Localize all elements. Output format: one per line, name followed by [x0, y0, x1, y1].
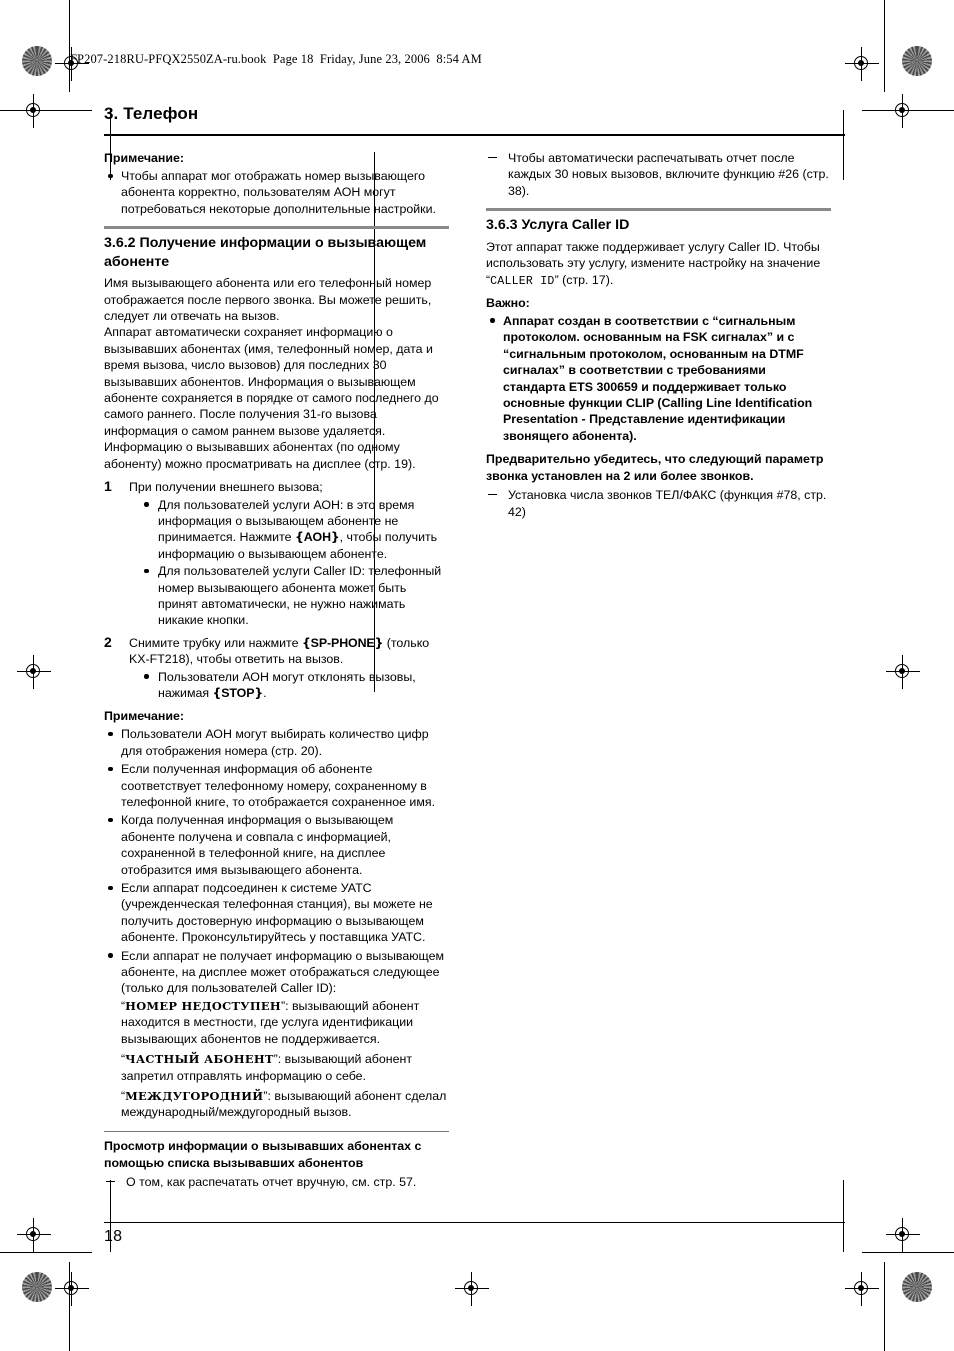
bullet-icon	[108, 818, 113, 823]
list-item	[104, 761, 449, 810]
list-item-text: Установка числа звонков ТЕЛ/ФАКС (функция #78, стр. 42)	[508, 488, 827, 519]
step-text-pre: Снимите трубку или нажмите	[129, 635, 302, 650]
bullet-icon	[490, 318, 495, 323]
intro-text-pre: Этот аппарат также поддерживает услугу Caller ID. Чтобы использовать эту услугу, измените настройку на значение	[486, 239, 821, 271]
list-item	[104, 812, 449, 878]
bullet-icon	[144, 569, 149, 574]
display-message-entry	[121, 1088, 449, 1121]
list-item-text: Для пользователей услуги Caller ID: телефонный номер вызывающего абонента может быть принят автоматически, не нужно нажимать никакие кнопки.	[158, 564, 442, 628]
quote-open: “	[121, 1088, 126, 1103]
display-description: : вызывающий абонент запретил отправлять информацию о себе.	[121, 1052, 412, 1083]
paragraph: Имя вызывающего абонента или его телефонный номер отображается после первого звонка. Вы можете решить, следует ли отвечать на вызов.	[104, 276, 432, 324]
note-label: Примечание:	[104, 709, 185, 724]
important-bullet-list	[486, 313, 831, 444]
list-item	[486, 313, 831, 444]
list-item	[141, 497, 449, 563]
left-column	[104, 150, 449, 1192]
step-text-post: (только KX-FT218), чтобы ответить на вызов.	[129, 635, 430, 667]
chapter-title-rule	[104, 134, 845, 136]
quote-open: “	[121, 998, 126, 1013]
quote-close: ”	[263, 1088, 268, 1103]
list-item-text-post: , чтобы получить информацию о вызывающем абоненте.	[158, 530, 438, 561]
book-file-header: FP207-218RU-PFQX2550ZA-ru.book Page 18 Friday, June 23, 2006 8:54 AM	[70, 52, 482, 66]
display-description: : вызывающий абонент сделал международный/междугородный вызов.	[121, 1088, 447, 1120]
display-description: : вызывающий абонент находится в местности, где услуга идентификации вызывающих абонентов не поддерживается.	[121, 998, 420, 1046]
lcd-display-text: НОМЕР НЕДОСТУПЕН	[125, 998, 281, 1013]
bullet-icon	[108, 953, 113, 958]
section-heading-363: 3.6.3 Услуга Caller ID	[486, 217, 630, 234]
precondition-dash-list	[486, 487, 831, 520]
procedure-steps	[104, 479, 449, 701]
paragraph: Аппарат автоматически сохраняет информацию о вызывавших абонентах (имя, телефонный номер, дата и время вызова, число вызовов) для последних 30 вызывавших абонентов. Информация о вызывающем абоненте сохраняется в порядке от самого последнего до самого раннего. После получения 31-го вызова информация о самом раннем вызове удаляется.	[104, 325, 439, 438]
lcd-display-text: CALLER ID	[490, 274, 555, 288]
paragraph	[486, 239, 831, 290]
quote-close: ”	[273, 1052, 278, 1067]
list-item-text-pre: Пользователи АОН могут отклонять вызовы, нажимая	[158, 669, 416, 700]
display-intro-text: Если аппарат не получает информацию о вызывающем абоненте, на дисплее может отображаться следующее (только для пользователей Caller ID):	[121, 948, 445, 996]
paragraph: Информацию о вызывавших абонентах (по одному абоненту) можно просматривать на дисплее (стр. 19).	[104, 440, 416, 471]
list-item-text: Чтобы автоматически распечатывать отчет после каждых 30 новых вызовов, включите функцию #26 (стр. 38).	[508, 151, 829, 198]
key-cap-aoh: {AOH}	[294, 529, 340, 545]
subsection-heading: Просмотр информации о вызывавших абонентах с помощью списка вызывавших абонентов	[104, 1138, 422, 1170]
bullet-icon	[108, 732, 113, 737]
dash-icon	[488, 494, 497, 495]
step-item	[104, 479, 449, 629]
precondition-text: Предварительно убедитесь, что следующий параметр звонка установлен на 2 или более звонков.	[486, 452, 824, 484]
footer-rule	[104, 1222, 845, 1223]
bullet-icon	[108, 174, 113, 179]
list-item	[104, 726, 449, 759]
bullet-icon	[144, 674, 149, 679]
display-message-entry	[121, 1051, 449, 1084]
list-item	[104, 1174, 449, 1190]
key-cap-stop: {STOP}	[212, 684, 264, 700]
list-item	[104, 168, 449, 217]
bullet-icon	[144, 502, 149, 507]
note-bullet-list-top	[104, 168, 449, 217]
step-sub-list	[141, 497, 449, 629]
list-item	[104, 880, 449, 946]
subsection-dash-list	[104, 1174, 449, 1190]
key-cap-sp-phone: {SP-PHONE}	[301, 634, 384, 650]
lcd-display-text: МЕЖДУГОРОДНИЙ	[125, 1088, 264, 1103]
section-heading-362: 3.6.2 Получение информации о вызывающем абоненте	[104, 235, 427, 270]
section-rule	[486, 208, 831, 211]
list-item	[486, 487, 831, 520]
dash-icon	[106, 1181, 115, 1182]
list-item	[141, 669, 449, 702]
step-text: При получении внешнего вызова;	[129, 480, 323, 495]
section-rule	[104, 226, 449, 229]
step-sub-list	[141, 669, 449, 702]
list-item	[141, 563, 449, 629]
step-number: 1	[104, 478, 112, 495]
note-label: Примечание:	[104, 151, 185, 165]
right-column	[486, 150, 831, 522]
quote-close: ”	[554, 272, 559, 287]
list-item-text-post: .	[263, 685, 267, 700]
list-item-text: Когда полученная информация о вызывающем абоненте получена и совпала с информацией, сохраненной в телефонной книге, на дисплее отобразится имя вызывающего абонента.	[121, 813, 394, 877]
bullet-icon	[108, 886, 113, 891]
list-item	[486, 150, 831, 199]
note-bullet-list-bottom	[104, 726, 449, 1120]
subsection-rule	[104, 1131, 449, 1132]
lcd-display-text: ЧАСТНЫЙ АБОНЕНТ	[125, 1052, 274, 1067]
bullet-icon	[108, 767, 113, 772]
top-dash-list	[486, 150, 831, 199]
intro-text-post: (стр. 17).	[558, 272, 614, 287]
important-label: Важно:	[486, 295, 530, 310]
quote-open: “	[486, 272, 491, 287]
list-item-text: Пользователи АОН могут выбирать количество цифр для отображения номера (стр. 20).	[121, 727, 429, 758]
dash-icon	[488, 157, 497, 158]
page-number: 18	[104, 1228, 123, 1245]
display-message-entry	[121, 998, 449, 1047]
list-item-display-messages	[104, 948, 449, 1121]
list-item-text: О том, как распечатать отчет вручную, см. стр. 57.	[126, 1174, 417, 1189]
list-item-text-pre: Для пользователей услуги АОН: в это время информация о вызывающем абоненте не принимается. Нажмите	[158, 497, 415, 545]
list-item-text: Чтобы аппарат мог отображать номер вызывающего абонента корректно, пользователям АОН могут потребоваться некоторые дополнительные настройки.	[121, 169, 436, 216]
list-item-text: Если полученная информация об абоненте соответствует телефонному номеру, сохраненному в телефонной книге, то отображается сохраненное имя.	[121, 762, 436, 809]
list-item-text: Аппарат создан в соответствии с “сигнальным протоколом. основанным на FSK сигналах” и с “сигнальным протоколом, основанным на DTMF сигналах” в соответствии с требованиями стандарта ETS 300659 и поддерживает только основные функции CLIP (Calling Line Identification Presentation - Представление идентификации звонящего абонента).	[503, 313, 813, 443]
quote-open: “	[121, 1052, 126, 1067]
chapter-title: 3. Телефон	[104, 104, 199, 123]
step-item	[104, 635, 449, 702]
quote-close: ”	[280, 998, 286, 1013]
step-number: 2	[104, 633, 112, 650]
list-item-text: Если аппарат подсоединен к системе УАТС (учрежденческая телефонная станция), вы можете не получить достоверную информацию о вызывающем абоненте. Проконсультируйтесь у поставщика УАТС.	[121, 881, 433, 945]
